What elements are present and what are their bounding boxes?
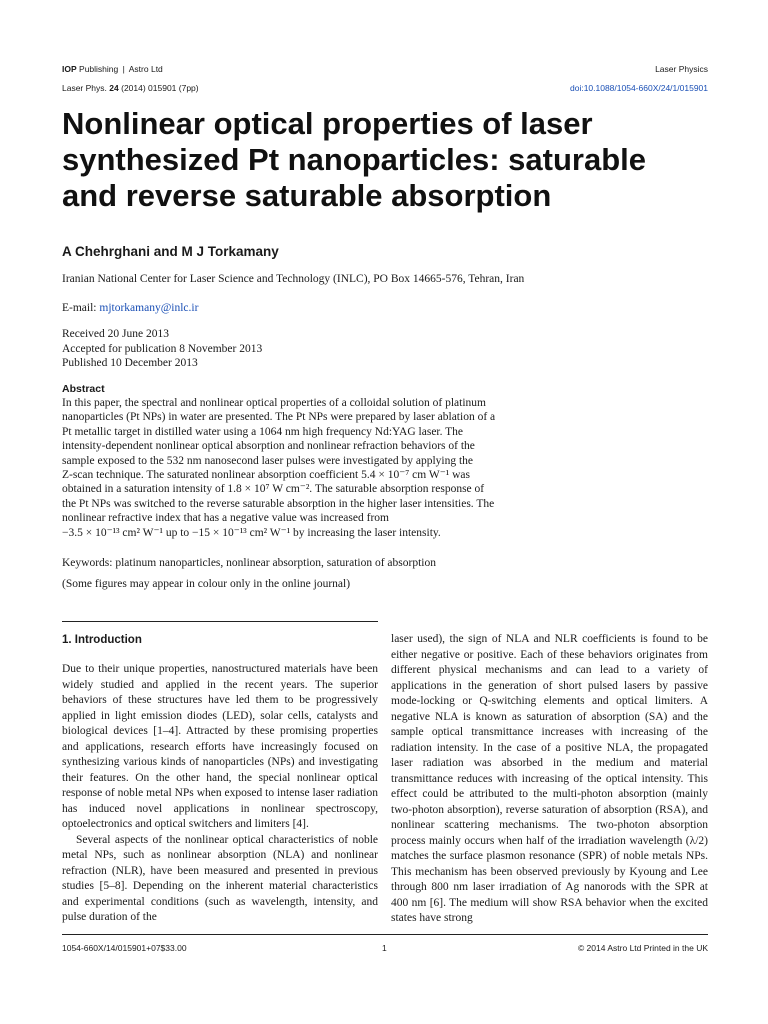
title-line-2: synthesized Pt nanoparticles: saturable	[62, 142, 647, 177]
authors: A Chehrghani and M J Torkamany	[62, 244, 279, 259]
colour-note: (Some figures may appear in colour only in the online journal)	[62, 578, 351, 590]
abstract-line: nonlinear refractive index that has a negative value was increased from	[62, 512, 389, 525]
accepted-date: Accepted for publication 8 November 2013	[62, 342, 263, 355]
partner-label: Astro Ltd	[128, 64, 163, 74]
abstract-line: −3.5 × 10⁻¹³ cm² W⁻¹ up to −15 × 10⁻¹³ cm² W⁻¹ by increasing the laser intensity.	[62, 526, 441, 539]
abstract-line: nanoparticles (Pt NPs) in water are presented. The Pt NPs were prepared by laser ablation of a	[62, 411, 496, 424]
left-column-rule	[62, 621, 378, 622]
abstract-line: obtained in a saturation intensity of 1.8 × 10⁷ W cm⁻². The saturable absorption response of	[62, 483, 485, 496]
abstract-line: sample exposed to the 532 nm nanosecond laser pulses were investigated by applying the	[62, 454, 474, 467]
published-date: Published 10 December 2013	[62, 357, 198, 369]
intro-paragraph-1: Due to their unique properties, nanostructured materials have been widely studied and applied in the recent years. The superior behaviors of these structures have led them to be progressively applied in light emission diodes (LED), solar cells, catalysts and biological devices [1–4]. Attracted by these promising properties and applications, research efforts have increasingly focused on synthesizing various kinds of nanoparticles (NPs) and investigating their features. On the other hand, the special nonlinear optical response of noble metal NPs when exposed to intense laser radiation has induced novel applications in nonlinear spectroscopy, optoelectronics and optical switchers and limiters [4].	[62, 663, 378, 830]
publishing-label: Publishing	[79, 64, 119, 74]
separator: |	[122, 64, 125, 74]
section-heading: 1. Introduction	[62, 634, 142, 646]
iop-brand: IOP	[62, 64, 77, 74]
email-label: E-mail:	[62, 302, 97, 314]
keywords: Keywords: platinum nanoparticles, nonlinear absorption, saturation of absorption	[62, 557, 436, 569]
footer-rule	[62, 934, 708, 935]
abstract-line: Z-scan technique. The saturated nonlinear absorption coefficient 5.4 × 10⁻⁷ cm W⁻¹ was	[62, 469, 471, 482]
abstract-line: the Pt NPs was switched to the reverse saturable absorption in the higher laser intensities. The	[62, 497, 495, 510]
title-line-3: and reverse saturable absorption	[62, 178, 552, 213]
abstract-heading: Abstract	[62, 383, 105, 395]
right-column	[391, 632, 708, 927]
footer-page-number: 1	[382, 943, 387, 953]
abstract-body	[62, 396, 544, 540]
publisher-logo	[62, 64, 163, 74]
doi-link[interactable]: doi:10.1088/1054-660X/24/1/015901	[569, 83, 708, 93]
citation	[62, 83, 199, 93]
abstract-line: intensity-dependent nonlinear optical absorption and nonlinear refraction behaviors of the	[62, 440, 475, 453]
abstract-line: Pt metallic target in distilled water using a 1064 nm high frequency Nd:YAG laser. The	[62, 425, 464, 438]
email-link[interactable]: mjtorkamany@inlc.ir	[99, 302, 199, 314]
title-line-1: Nonlinear optical properties of laser	[62, 106, 593, 141]
footer-copyright: © 2014 Astro Ltd Printed in the UK	[577, 943, 708, 953]
citation-rest: (2014) 015901 (7pp)	[121, 83, 199, 93]
footer-issn: 1054-660X/14/015901+07$33.00	[62, 943, 187, 953]
journal-name: Laser Physics	[655, 64, 708, 74]
intro-paragraph-continued: laser used), the sign of NLA and NLR coefficients is found to be either negative or positive. Each of these behaviors originates from different physical mechanisms and can lead to a variety of applications in the generation of short pulsed lasers by passive mode-locking or Q-switching elements and optical limiters. A negative NLA is known as saturation of absorption (SA) and the sample optical transmittance increases with increasing of the radiation intensity. In the case of a positive NLA, the propagated laser radiation was absorbed in the medium and material transmittance reduces with increasing of the optical intensity. This effect could be attributed to the multi-photon absorption (mainly two-photon absorption), reverse saturation of absorption (RSA), and nonlinear scattering mechanisms. The two-photon absorption process mainly occurs when half of the irradiation wavelength (λ/2) matches the surface plasmon resonance (SPR) of noble metals NPs. This mechanism has been observed previously by Kyoung and Lee through 800 nm laser irradiation of Ag nanorods with the SPR at 400 nm [6]. The medium will show RSA behavior when the excited states have strong	[391, 633, 708, 924]
intro-paragraph-2: Several aspects of the nonlinear optical characteristics of noble metal NPs, such as nonlinear absorption (NLA) and nonlinear refraction (NLR), have been measured and presented in previous studies [5–8]. Depending on the inherent material characteristics and experimental conditions (such as wavelength, intensity, and pulse duration of the	[62, 833, 378, 923]
paper-title	[62, 106, 702, 214]
received-date: Received 20 June 2013	[62, 328, 169, 340]
citation-volume: 24	[109, 83, 119, 93]
article-dates	[62, 327, 262, 371]
affiliation: Iranian National Center for Laser Science and Technology (INLC), PO Box 14665-576, Tehran, Iran	[62, 273, 525, 285]
email-line	[62, 302, 198, 314]
abstract-line: In this paper, the spectral and nonlinear optical properties of a colloidal solution of platinum	[62, 397, 486, 409]
citation-prefix: Laser Phys.	[62, 83, 107, 93]
left-column	[62, 662, 378, 926]
